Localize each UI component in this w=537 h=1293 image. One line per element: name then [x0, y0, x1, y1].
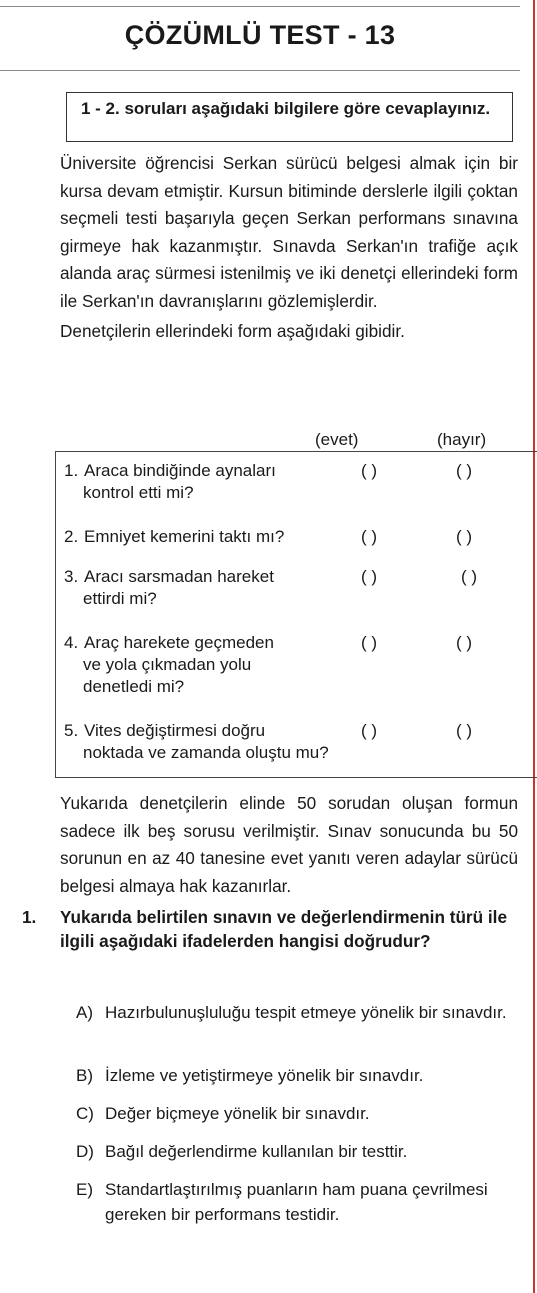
form-row-text: Aracı sarsmadan hareket [84, 567, 274, 586]
checkbox-evet[interactable]: ( ) [361, 633, 378, 652]
option-letter: D) [76, 1142, 94, 1161]
form-row-text: Araca bindiğinde aynaları [84, 461, 276, 480]
title-rule-top [0, 6, 520, 7]
option-text: Değer biçmeye yönelik bir sınavdır. [105, 1104, 370, 1123]
option-letter: B) [76, 1066, 93, 1085]
checkbox-hayir[interactable]: ( ) [456, 527, 473, 546]
form-row-number: 1. [64, 461, 79, 480]
instruction-box: 1 - 2. soruları aşağıdaki bilgilere göre cevaplayınız. [66, 92, 513, 142]
option-letter: A) [76, 1003, 93, 1022]
form-row-number: 3. [64, 567, 79, 586]
title-rule-bottom [0, 70, 520, 71]
form-row-number: 2. [64, 527, 79, 546]
observation-form [55, 451, 537, 778]
checkbox-evet[interactable]: ( ) [361, 461, 378, 480]
question-number: 1. [22, 907, 37, 927]
checkbox-hayir[interactable]: ( ) [456, 633, 473, 652]
option-letter: E) [76, 1180, 93, 1199]
column-header-hayir: (hayır) [437, 430, 487, 449]
checkbox-hayir[interactable]: ( ) [461, 567, 478, 586]
form-row-question [64, 632, 304, 698]
checkbox-hayir[interactable]: ( ) [456, 461, 473, 480]
checkbox-evet[interactable]: ( ) [361, 567, 378, 586]
option-text: İzleme ve yetiştirmeye yönelik bir sınavdır. [105, 1066, 424, 1085]
form-row-number: 4. [64, 633, 79, 652]
form-row-text-continued: kontrol etti mi? [83, 483, 194, 502]
option-text: Hazırbulunuşluluğu tespit etmeye yönelik bir sınavdır. [105, 1003, 507, 1022]
column-header-evet: (evet) [315, 430, 359, 449]
option-text: Bağıl değerlendirme kullanılan bir testtir. [105, 1142, 408, 1161]
form-row-text-continued: ve yola çıkmadan yolu denetledi mi? [83, 655, 252, 696]
form-row-text: Vites değiştirmesi doğru [84, 721, 266, 740]
form-row-text-continued: ettirdi mi? [83, 589, 157, 608]
form-row-number: 5. [64, 721, 79, 740]
intro-paragraph: Üniversite öğrencisi Serkan sürücü belgesi almak için bir kursa devam etmiştir. Kursun bitiminde derslerle ilgili çoktan seçmeli testi başarıyla geçen Serkan performans sınavına girmeye hak kazanmıştır. Sınavda Serkan'ın trafiğe açık alanda araç sürmesi istenilmiş ve iki denetçi ellerindeki form ile Serkan'ın davranışlarını gözlemişlerdir. [60, 153, 518, 311]
form-row-text: Araç harekete geçmeden [84, 633, 274, 652]
question-text: Yukarıda belirtilen sınavın ve değerlendirmenin türü ile ilgili aşağıdaki ifadelerden hangisi doğrudur? [60, 907, 508, 951]
form-row-text-continued: noktada ve zamanda oluştu mu? [83, 743, 329, 762]
option-letter: C) [76, 1104, 94, 1123]
form-intro-paragraph: Denetçilerin ellerindeki form aşağıdaki gibidir. [60, 321, 405, 341]
after-form-paragraph: Yukarıda denetçilerin elinde 50 sorudan oluşan formun sadece ilk beş sorusu verilmiştir. Sınav sonucunda bu 50 sorunun en az 40 tanesine evet yanıtı veren adaylar sürücü belgesi almaya hak kazanırlar. [60, 793, 518, 896]
form-row-text: Emniyet kemerini taktı mı? [84, 527, 285, 546]
form-row-question [64, 566, 354, 610]
option-text: Standartlaştırılmış puanların ham puana çevrilmesi gereken bir performans testidir. [105, 1180, 488, 1224]
checkbox-evet[interactable]: ( ) [361, 527, 378, 546]
checkbox-hayir[interactable]: ( ) [456, 721, 473, 740]
form-row-question [64, 460, 354, 504]
page-title: ÇÖZÜMLÜ TEST - 13 [124, 20, 396, 50]
form-row-question [64, 526, 354, 548]
checkbox-evet[interactable]: ( ) [361, 721, 378, 740]
form-row-question [64, 720, 394, 764]
